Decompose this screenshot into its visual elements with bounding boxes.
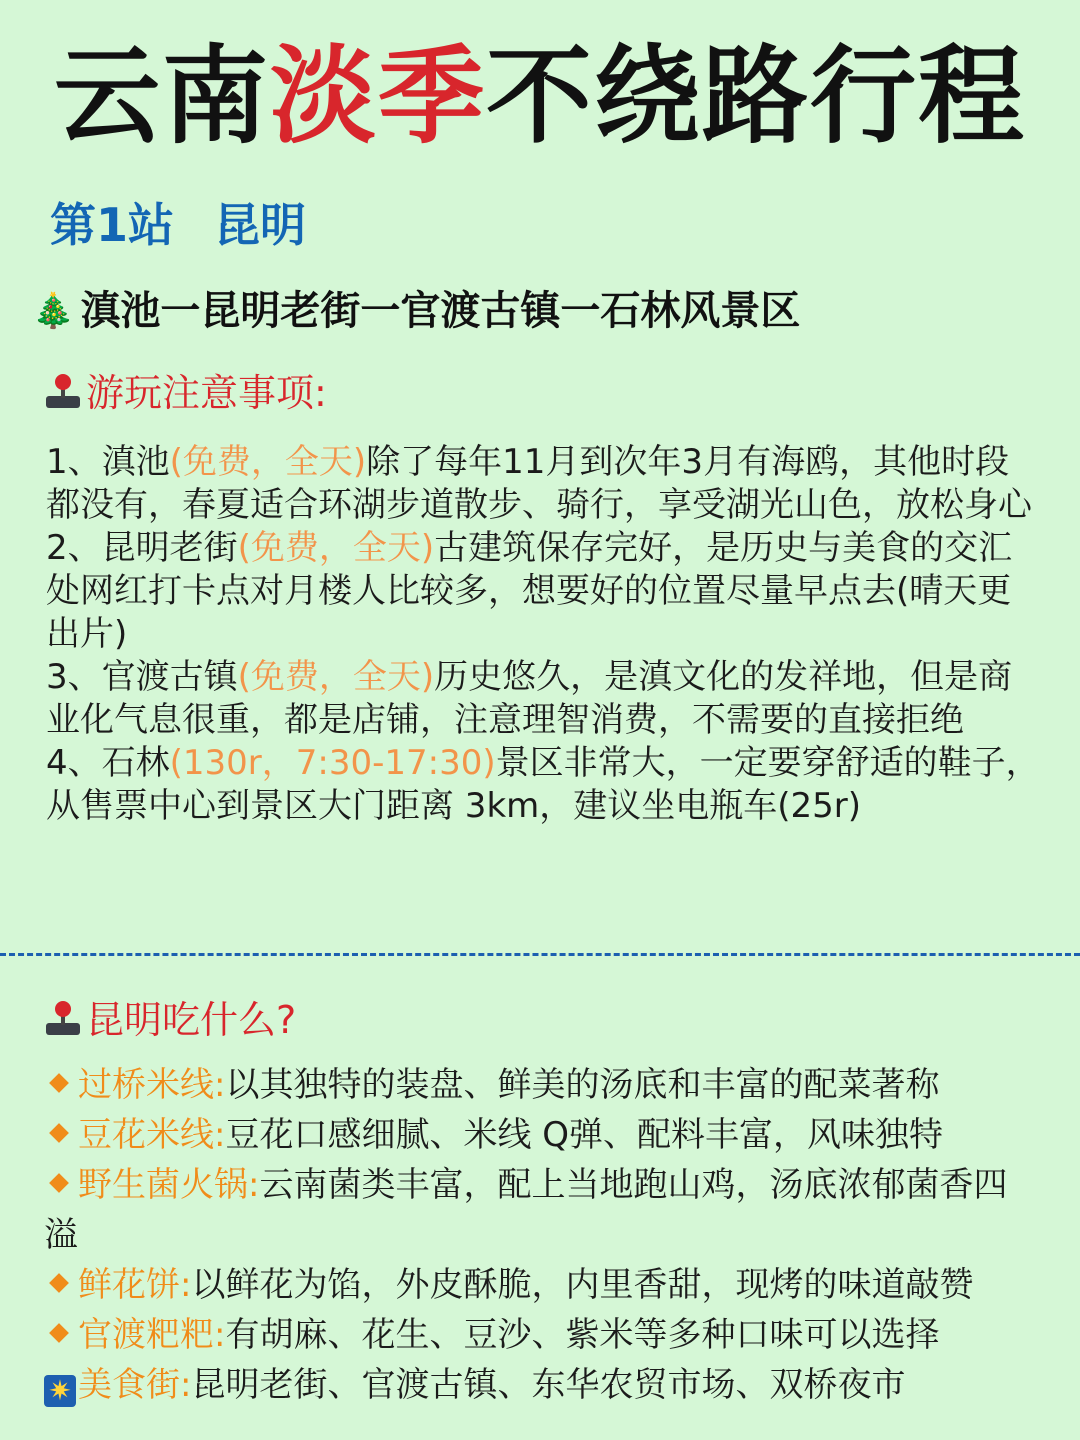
food-name: 鲜花饼:: [78, 1265, 192, 1305]
food-desc: 豆花口感细腻、米线 Q弹、配料丰富，风味独特: [225, 1115, 944, 1155]
tip-text: 除了每年11月到次年3月有海鸥，其他时段都没有，春夏适合环湖步道散步、骑行，享受湖光山色，放松身心: [46, 442, 1032, 525]
sparkle-icon: ✷: [44, 1375, 76, 1407]
food-name: 豆花米线:: [78, 1115, 226, 1155]
food-list: [44, 1060, 1039, 1410]
station-city: 昆明: [214, 198, 307, 252]
diamond-bullet-icon: [49, 1273, 69, 1293]
route-text: 滇池一昆明老街一官渡古镇一石林风景区: [80, 288, 801, 334]
tip-note: (130r，7:30-17:30): [169, 743, 496, 783]
food-name: 过桥米线:: [78, 1065, 226, 1105]
food-desc: 云南菌类丰富，配上当地跑山鸡，汤底浓郁菌香四溢: [44, 1165, 1008, 1255]
title-part-1: 云南: [54, 35, 270, 158]
food-heading: [44, 993, 296, 1047]
tip-item: [46, 742, 1041, 828]
tip-item: [46, 441, 1041, 527]
food-name: 官渡粑粑:: [78, 1315, 226, 1355]
joystick-icon: [44, 372, 82, 412]
tip-prefix: 2、昆明老街: [46, 528, 238, 568]
route-line: [32, 283, 800, 339]
food-street-text: 昆明老街、官渡古镇、东华农贸市场、双桥夜市: [191, 1365, 906, 1405]
food-item: [44, 1310, 1039, 1360]
food-heading-text: 昆明吃什么?: [86, 998, 297, 1042]
tip-note: (免费，全天): [237, 657, 435, 697]
title-highlight: 淡季: [270, 35, 486, 158]
food-item: [44, 1160, 1039, 1260]
tips-list: [46, 441, 1041, 828]
station-number: 第1站: [50, 198, 175, 252]
page-title: [0, 32, 1080, 162]
tip-text: 历史悠久，是滇文化的发祥地，但是商业化气息很重，都是店铺，注意理智消费，不需要的直接拒绝: [46, 657, 1013, 740]
food-street-label: 美食街:: [78, 1365, 192, 1405]
tip-prefix: 4、石林: [46, 743, 170, 783]
food-item: [44, 1060, 1039, 1110]
tips-heading: [44, 366, 327, 420]
diamond-bullet-icon: [49, 1173, 69, 1193]
diamond-bullet-icon: [49, 1073, 69, 1093]
food-street: [44, 1360, 1039, 1410]
tips-heading-text: 游玩注意事项:: [86, 371, 327, 415]
tip-text: 景区非常大，一定要穿舒适的鞋子，从售票中心到景区大门距离 3km，建议坐电瓶车(25r): [46, 743, 1040, 826]
tip-note: (免费，全天): [169, 442, 367, 482]
joystick-icon: [44, 999, 82, 1039]
christmas-tree-icon: 🎄: [32, 291, 75, 331]
dashed-divider: [0, 953, 1080, 956]
food-item: [44, 1260, 1039, 1310]
diamond-bullet-icon: [49, 1323, 69, 1343]
station-heading: [50, 195, 306, 255]
food-desc: 以鲜花为馅，外皮酥脆，内里香甜，现烤的味道敲赞: [191, 1265, 974, 1305]
tip-item: [46, 527, 1041, 656]
tip-text: 古建筑保存完好，是历史与美食的交汇处网红打卡点对月楼人比较多，想要好的位置尽量早点去(晴天更出片): [46, 528, 1013, 654]
food-item: [44, 1110, 1039, 1160]
diamond-bullet-icon: [49, 1123, 69, 1143]
food-name: 野生菌火锅:: [78, 1165, 260, 1205]
food-desc: 以其独特的装盘、鲜美的汤底和丰富的配菜著称: [225, 1065, 940, 1105]
title-part-3: 不绕路行程: [486, 35, 1026, 158]
tip-note: (免费，全天): [237, 528, 435, 568]
food-desc: 有胡麻、花生、豆沙、紫米等多种口味可以选择: [225, 1315, 940, 1355]
tip-prefix: 1、滇池: [46, 442, 170, 482]
tip-prefix: 3、官渡古镇: [46, 657, 238, 697]
tip-item: [46, 656, 1041, 742]
